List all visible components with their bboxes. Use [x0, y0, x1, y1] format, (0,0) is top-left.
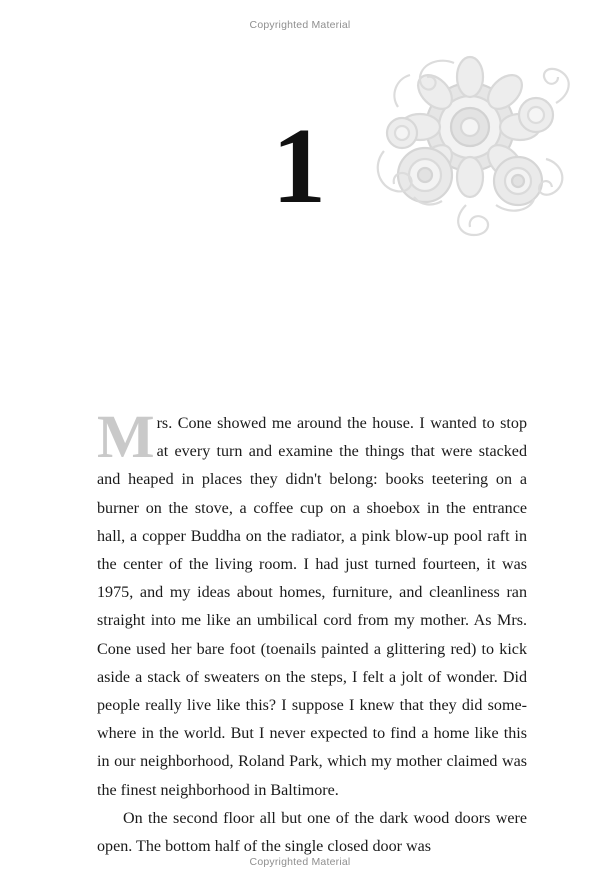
paragraph	[97, 404, 527, 805]
paragraph-text: rs. Cone showed me around the house. I wanted to stop at every turn and examine the things that were stacked and heaped in places they didn't belong: books teetering on a burner on the stove, a coffee cup on a shoebox in the entrance hall, a copper Buddha on the radiator, a pink blow-up pool raft in the center of the living room. I had just turned fourteen, it was 1975, and my ideas about homes, furniture, and cleanliness ran straight into me like an umbilical cord from my mother. As Mrs. Cone used her bare foot (toenails painted a glittering red) to kick aside a stack of sweaters on the steps, I felt a jolt of wonder. Did people really live like this? I suppose I knew that they did somewhere in the world. But I never expected to find a home like this in our neighborhood, Roland Park, which my mother claimed was the finest neighborhood in Baltimore.	[97, 415, 527, 799]
paragraph: On the second floor all but one of the dark wood doors were open. The bottom half of the single closed door was	[97, 809, 527, 856]
chapter-number: 1	[272, 107, 324, 226]
drop-cap: M	[97, 404, 155, 471]
watermark-top: Copyrighted Material	[249, 19, 351, 31]
chapter-heading	[0, 55, 600, 245]
watermark-bottom: Copyrighted Material	[249, 856, 351, 868]
body-text	[97, 404, 527, 861]
floral-medallion-ornament	[370, 55, 575, 245]
